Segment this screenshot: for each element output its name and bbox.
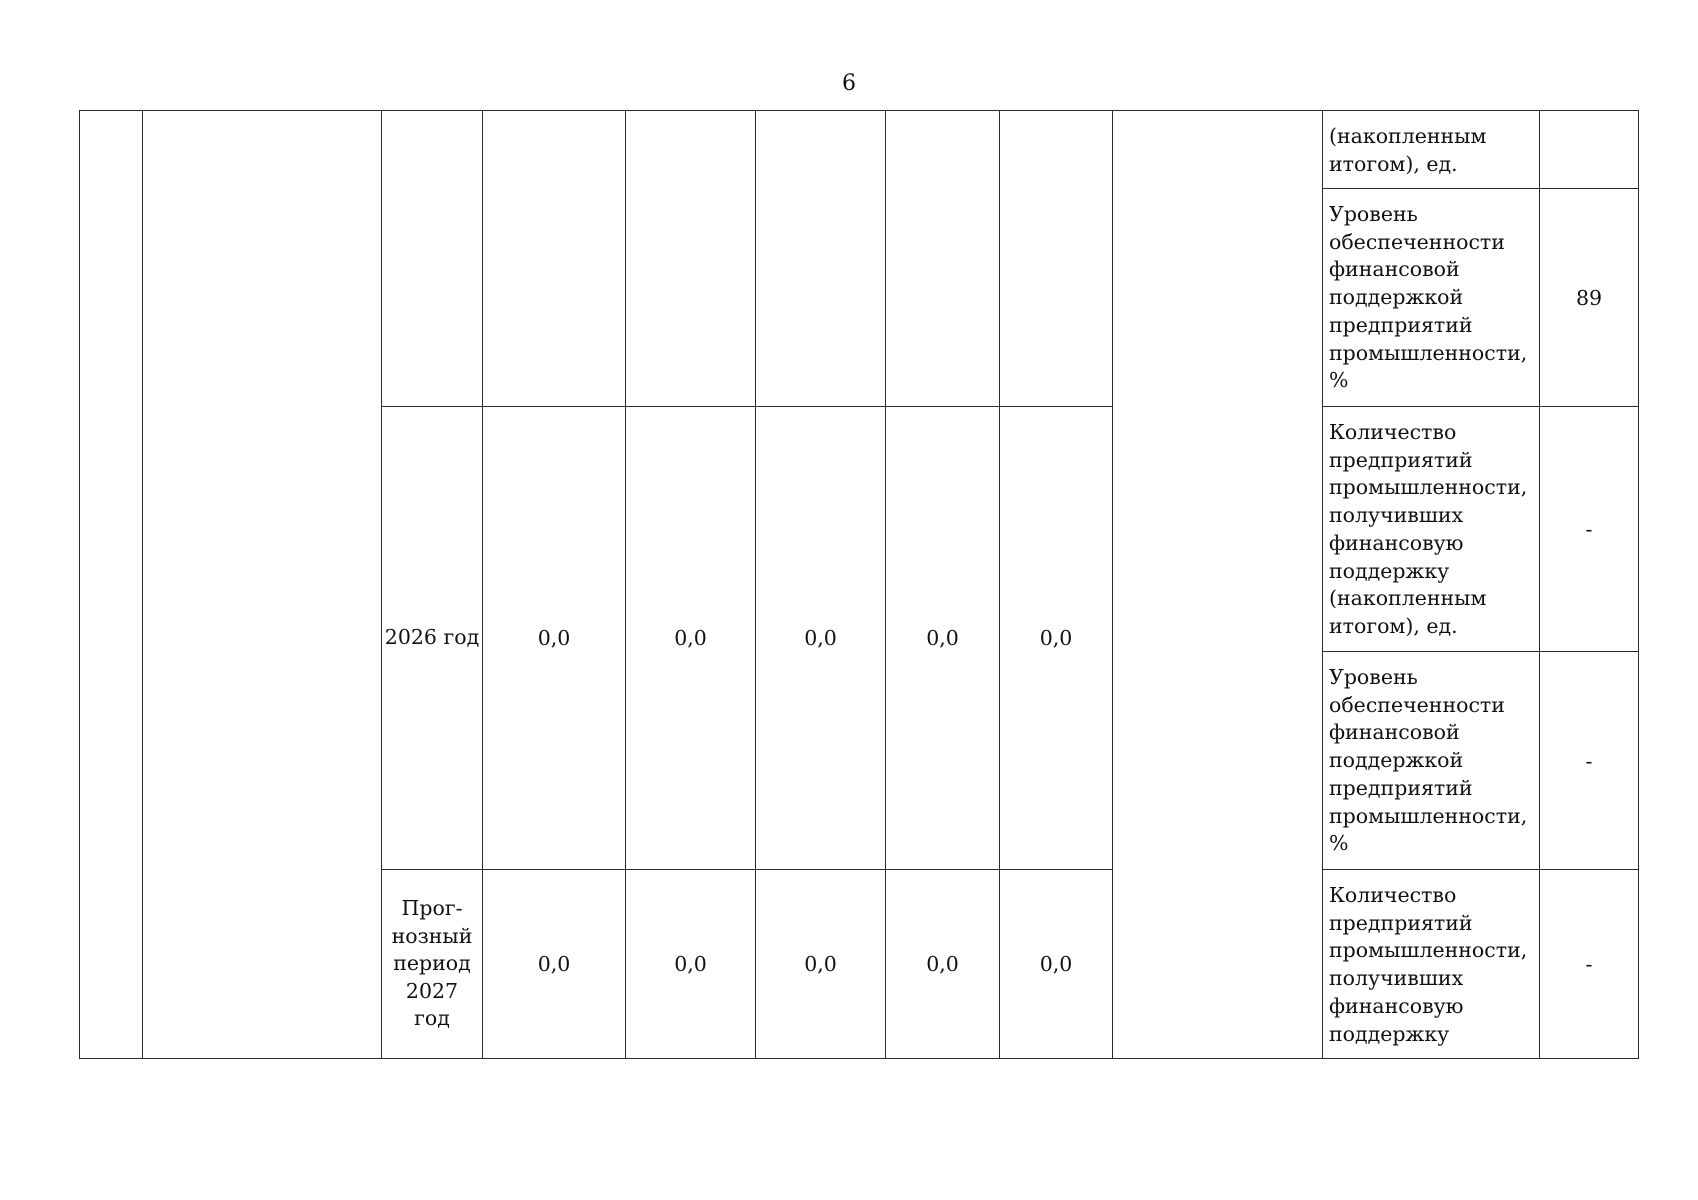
indicator-name: Количество предприятий промышленности, получивших финансовую поддержку — [1323, 870, 1540, 1059]
table-row — [80, 111, 1639, 189]
period-cell — [382, 111, 483, 407]
measure-name-cell — [143, 111, 382, 1059]
value-cell: 0,0 — [483, 870, 626, 1059]
indicator-name: Количество предприятий промышленности, получивших финансовую поддержку (накопленным итогом), ед. — [1323, 407, 1540, 652]
value-cell — [886, 111, 1000, 407]
indicator-value: - — [1540, 652, 1639, 870]
indicator-name: Уровень обеспеченности финансовой поддержкой предприятий промышленности, % — [1323, 652, 1540, 870]
value-cell — [626, 111, 756, 407]
value-cell — [1000, 111, 1113, 407]
value-cell: 0,0 — [626, 870, 756, 1059]
row-number-cell — [80, 111, 143, 1059]
indicator-value: - — [1540, 870, 1639, 1059]
value-cell: 0,0 — [756, 407, 886, 870]
value-cell: 0,0 — [1000, 407, 1113, 870]
indicator-value — [1540, 111, 1639, 189]
program-table — [79, 110, 1639, 1059]
value-cell: 0,0 — [1000, 870, 1113, 1059]
value-cell: 0,0 — [626, 407, 756, 870]
indicator-name: Уровень обеспеченности финансовой поддержкой предприятий промышленности, % — [1323, 189, 1540, 407]
value-cell — [483, 111, 626, 407]
period-cell: Прог-нозный период 2027 год — [382, 870, 483, 1059]
value-cell: 0,0 — [886, 407, 1000, 870]
indicator-name: (накопленным итогом), ед. — [1323, 111, 1540, 189]
value-cell: 0,0 — [886, 870, 1000, 1059]
indicator-value: - — [1540, 407, 1639, 652]
indicator-value: 89 — [1540, 189, 1639, 407]
period-cell: 2026 год — [382, 407, 483, 870]
value-cell: 0,0 — [756, 870, 886, 1059]
value-cell: 0,0 — [483, 407, 626, 870]
value-cell — [756, 111, 886, 407]
page-number: 6 — [842, 71, 856, 96]
executor-cell — [1113, 111, 1323, 1059]
